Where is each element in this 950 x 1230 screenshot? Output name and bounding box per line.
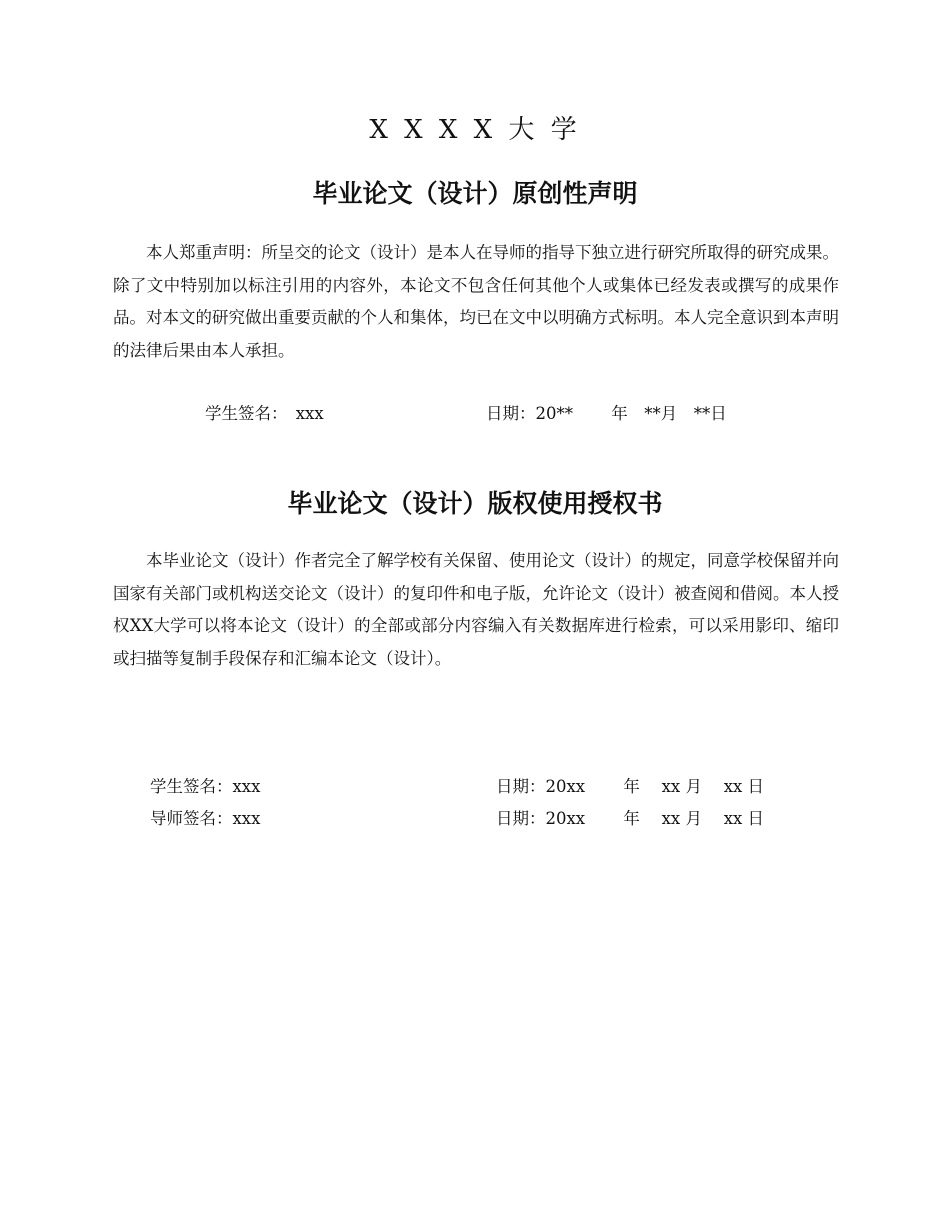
authorization-student-date: 日期：20xx 年 xx 月 xx 日	[496, 777, 765, 796]
authorization-advisor-signature: 导师签名：xxx	[150, 809, 261, 828]
declaration-title: 毕业论文（设计）原创性声明	[312, 179, 638, 208]
authorization-student-signature: 学生签名：xxx	[150, 777, 261, 796]
authorization-body: 本毕业论文（设计）作者完全了解学校有关保留、使用论文（设计）的规定，同意学校保留并向国家有关部门或机构送交论文（设计）的复印件和电子版，允许论文（设计）被查阅和借阅。本人授权XX大学可以将本论文（设计）的全部或部分内容编入有关数据库进行检索，可以采用影印、缩印或扫描等复制手段保存和汇编本论文（设计）。	[113, 551, 839, 668]
university-name: X X X X 大 学	[369, 115, 581, 145]
authorization-advisor-date: 日期：20xx 年 xx 月 xx 日	[496, 809, 765, 828]
authorization-title: 毕业论文（设计）版权使用授权书	[287, 489, 663, 518]
declaration-body: 本人郑重声明：所呈交的论文（设计）是本人在导师的指导下独立进行研究所取得的研究成果。除了文中特别加以标注引用的内容外，本论文不包含任何其他个人或集体已经发表或撰写的成果作品。对本文的研究做出重要贡献的个人和集体，均已在文中以明确方式标明。本人完全意识到本声明的法律后果由本人承担。	[113, 243, 839, 360]
declaration-student-signature: 学生签名： xxx	[205, 404, 324, 423]
declaration-date: 日期：20** 年 **月 **日	[486, 404, 727, 423]
